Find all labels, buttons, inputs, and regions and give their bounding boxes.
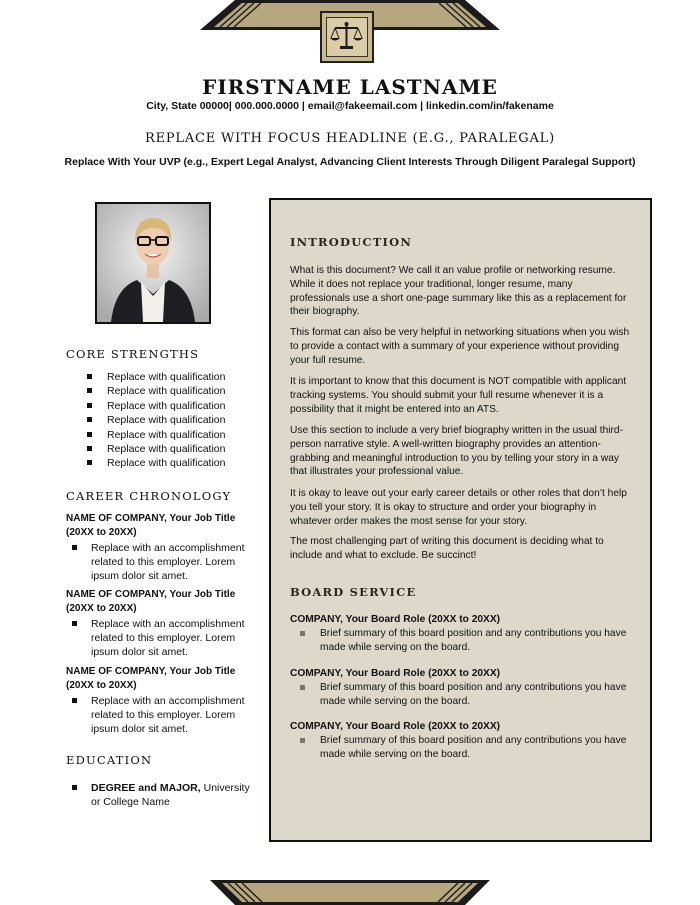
job-title: NAME OF COMPANY, Your Job Title (20XX to 20XX) — [66, 589, 236, 614]
intro-paragraph: It is important to know that this document is NOT compatible with applicant tracking systems. You should submit your full resume whenever it is a possibility that it might be entered into an ATS. — [290, 376, 627, 415]
intro-paragraph: Use this section to include a very brief biography written in the usual third-person narrative style. A well-written biography provides an attention-grabbing and meaningful introduction to you by telling your story in a way that illustrates your professional value. — [290, 425, 623, 478]
list-item: Replace with qualification — [87, 456, 257, 470]
board-entry — [290, 613, 632, 655]
board-role: COMPANY, Your Board Role (20XX to 20XX) — [290, 614, 501, 625]
core-strengths-heading: CORE STRENGTHS — [66, 347, 200, 361]
job-entry — [66, 665, 256, 736]
board-role: COMPANY, Your Board Role (20XX to 20XX) — [290, 668, 501, 679]
job-entry — [66, 512, 256, 583]
list-item: Replace with qualification — [87, 442, 257, 456]
board-summary: Brief summary of this board position and any contributions you have made while serving on the board. — [290, 734, 632, 762]
list-item: Replace with qualification — [87, 428, 257, 442]
intro-paragraph: The most challenging part of writing this document is deciding what to include and what to exclude. Be succinct! — [290, 536, 604, 561]
list-item: Replace with qualification — [87, 384, 257, 398]
focus-headline: REPLACE WITH FOCUS HEADLINE (E.G., PARALEGAL) — [144, 131, 555, 146]
education-item — [66, 781, 256, 809]
bottom-decorative-band — [0, 880, 700, 905]
job-accomplishment: Replace with an accomplishment related to this employer. Lorem ipsum dolor sit amet. — [66, 541, 256, 583]
job-entry — [66, 588, 256, 659]
school: University or College Name — [91, 782, 250, 808]
board-entry — [290, 720, 632, 762]
board-role: COMPANY, Your Board Role (20XX to 20XX) — [290, 721, 501, 732]
board-summary: Brief summary of this board position and any contributions you have made while serving on the board. — [290, 627, 632, 655]
intro-paragraph: What is this document? We call it an value profile or networking resume. While it does not replace your traditional, longer resume, many professionals use a short one-page summary like this as a replacement for their biography. — [290, 265, 627, 318]
job-title: NAME OF COMPANY, Your Job Title (20XX to 20XX) — [66, 513, 236, 538]
education-entry — [66, 780, 256, 809]
job-accomplishment: Replace with an accomplishment related to this employer. Lorem ipsum dolor sit amet. — [66, 617, 256, 659]
board-entry — [290, 667, 632, 709]
logo-badge — [320, 11, 374, 63]
career-chronology-heading: CAREER CHRONOLOGY — [66, 489, 232, 503]
board-service-heading: BOARD SERVICE — [290, 585, 417, 599]
list-item: Replace with qualification — [87, 413, 257, 427]
candidate-name: FIRSTNAME LASTNAME — [202, 75, 498, 99]
degree: DEGREE and MAJOR, — [91, 782, 201, 794]
intro-paragraph: It is okay to leave out your early career details or other roles that don’t help you tell your story. It is okay to structure and order your biography in whatever order makes the most sense for your story. — [290, 488, 627, 527]
profile-photo — [95, 202, 211, 324]
education-heading: EDUCATION — [66, 753, 153, 767]
value-proposition: Replace With Your UVP (e.g., Expert Legal Analyst, Advancing Client Interests Through Diligent Paralegal Support) — [64, 156, 636, 168]
board-summary: Brief summary of this board position and any contributions you have made while serving on the board. — [290, 681, 632, 709]
introduction-heading: INTRODUCTION — [290, 235, 413, 249]
job-title: NAME OF COMPANY, Your Job Title (20XX to 20XX) — [66, 666, 236, 691]
intro-paragraph: This format can also be very helpful in networking situations when you wish to provide a contact with a summary of your experience without providing your full resume. — [290, 327, 630, 366]
contact-line: City, State 00000| 000.000.0000 | email@fakeemail.com | linkedin.com/in/fakename — [146, 100, 554, 112]
list-item: Replace with qualification — [87, 399, 257, 413]
core-strengths-list — [87, 370, 257, 471]
job-accomplishment: Replace with an accomplishment related to this employer. Lorem ipsum dolor sit amet. — [66, 694, 256, 736]
scales-of-justice-icon — [326, 17, 368, 57]
list-item: Replace with qualification — [87, 370, 257, 384]
